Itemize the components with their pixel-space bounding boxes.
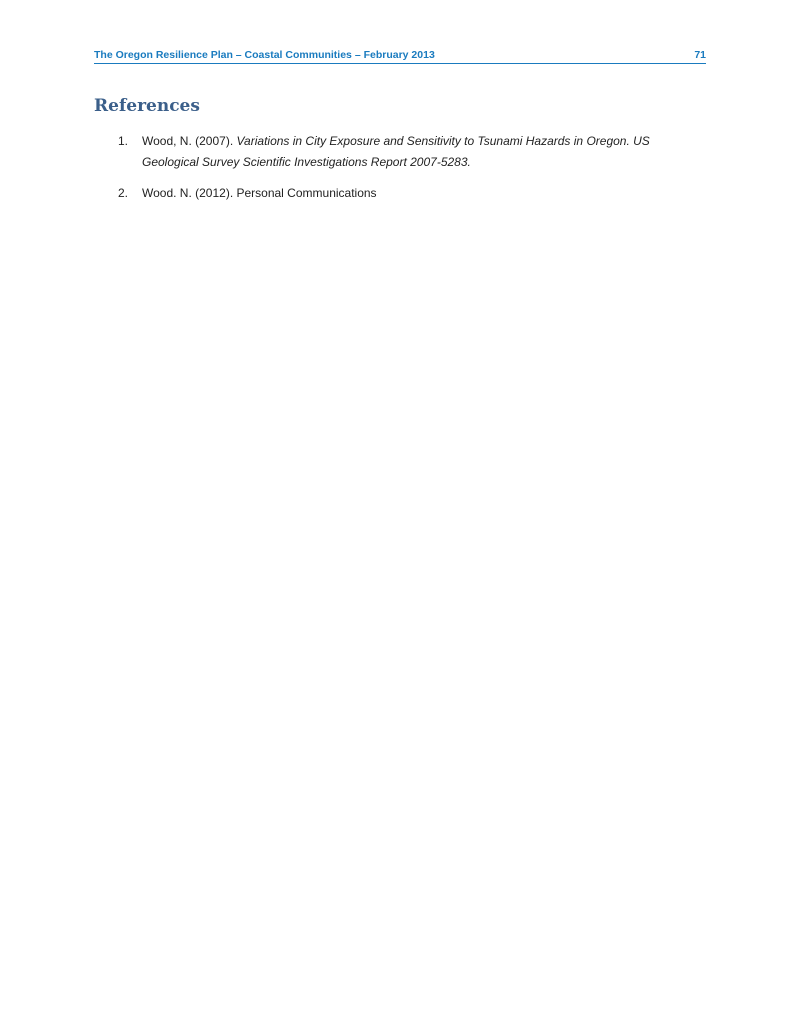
running-header <box>94 49 706 64</box>
page-number: 71 <box>694 49 706 61</box>
reference-text <box>142 131 706 173</box>
references-list <box>94 131 706 214</box>
reference-title: Variations in City Exposure and Sensitivity to Tsunami Hazards in Oregon. US Geological Survey Scientific Investigations Report 2007-5283. <box>142 134 650 169</box>
reference-number: 1. <box>118 134 129 148</box>
references-heading: References <box>94 96 200 116</box>
reference-item-1 <box>94 131 706 173</box>
running-header-title: The Oregon Resilience Plan – Coastal Communities – February 2013 <box>94 49 435 61</box>
reference-authors: Wood, N. (2007). <box>142 134 237 148</box>
reference-text <box>142 183 706 204</box>
reference-number: 2. <box>118 186 129 200</box>
reference-authors: Wood. N. (2012). Personal Communications <box>142 186 377 200</box>
reference-item-2 <box>94 183 706 204</box>
